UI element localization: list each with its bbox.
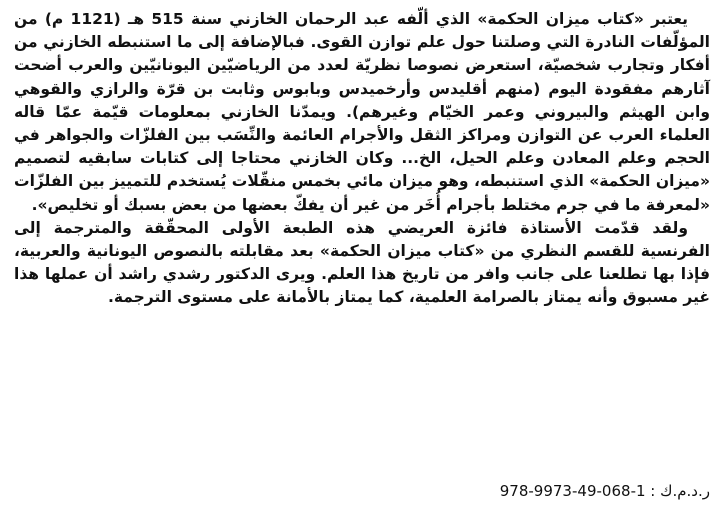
document-body <box>14 8 710 310</box>
paragraph-intro: يعتبر «كتاب ميزان الحكمة» الذي ألّفه عبد الرحمان الخازني سنة 515 هـ (1121 م) من المؤلّفات النادرة التي وصلتنا حول علم توازن القوى. فبالإضافة إلى ما استنبطه الخازني من أفكار وتجارب شخصيّة، استعرض نصوصا نظريّة لعدد من الرياضيّين اليونانيّين والعرب أضحت آثارهم مفقودة اليوم (منهم أقليدس وأرخميدس وبابوس وثابت بن قرّة والرازي والقوهي وابن الهيثم والبيروني وعمر الخيّام وغيرهم). ويمدّنا الخازني بمعلومات قيّمة عمّا قاله العلماء العرب عن التوازن ومراكز الثقل والأجرام العائمة والنِّسَب بين الفلزّات والجواهر في الحجم وعلم المعادن وعلم الحيل، الخ... وكان الخازني محتاجا إلى كتابات سابقيه لتصميم «ميزان الحكمة» الذي استنبطه، وهو ميزان مائي بخمس منقّلات يُستخدم للتمييز بين الفلزّات «لمعرفة ما في جرم مختلط بأجرام أُخَر من غير أن يفكّ بعضها من بعض بسبك أو تخليص». <box>14 10 710 214</box>
isbn-line: ر.د.م.ك : 1-068-49-9973-978 <box>499 482 710 500</box>
paragraph-edition: ولقد قدّمت الأستاذة فائزة العريضي هذه الطبعة الأولى المحقّقة والمترجمة إلى الفرنسية للقسم النظري من «كتاب ميزان الحكمة» بعد مقابلته بالنصوص اليونانية والعربية، فإذا بها تطلعنا على جانب وافر من تاريخ هذا العلم. ويرى الدكتور رشدي راشد أن عملها هذا غير مسبوق وأنه يمتاز بالصرامة العلمية، كما يمتاز بالأمانة على مستوى الترجمة. <box>14 218 710 307</box>
